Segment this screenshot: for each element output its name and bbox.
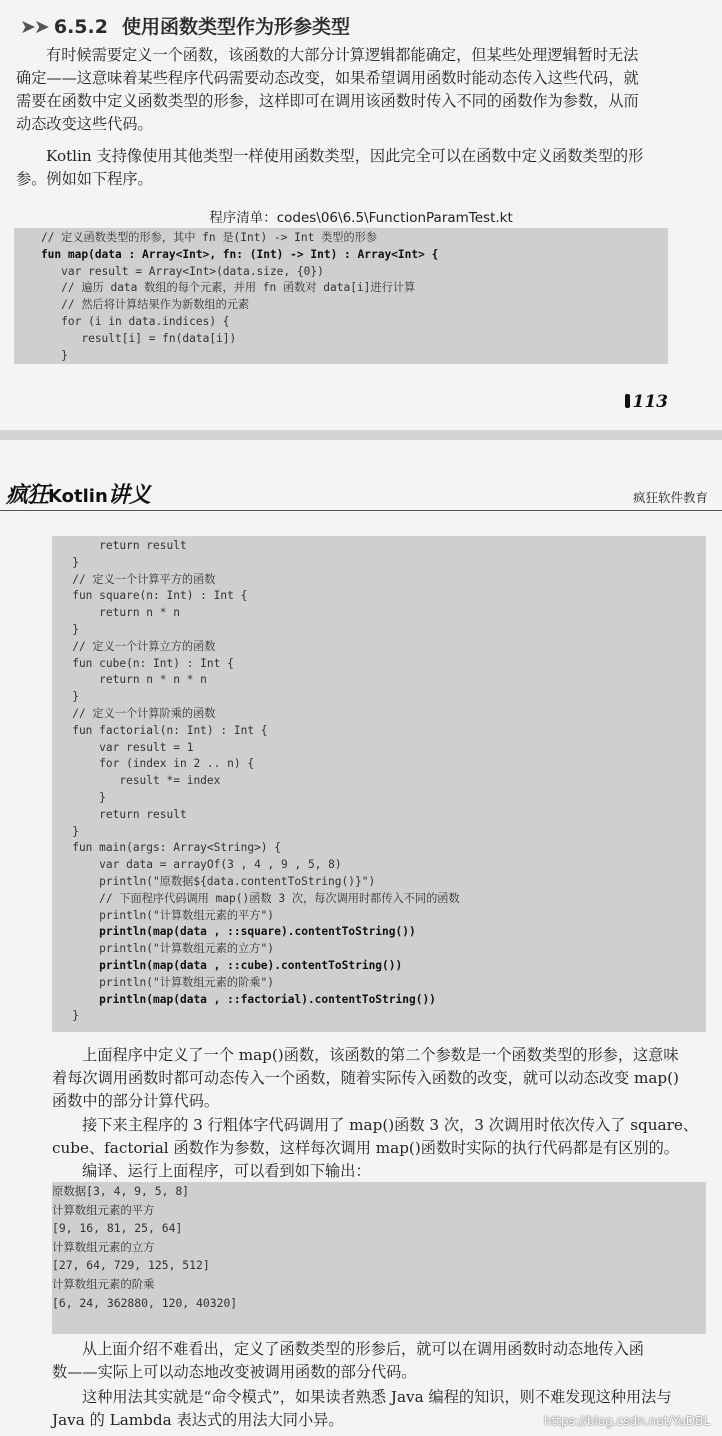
code-line: println("计算数组元素的平方") [52,908,274,922]
code-line: // 定义函数类型的形参，其中 fn 是(Int) -> Int 类型的形参 [14,231,378,244]
code-line: var result = 1 [52,740,194,754]
code-line: } [52,790,106,804]
paragraph-line: 确定——这意味着某些程序代码需要动态改变，如果希望调用函数时能动态传入这些代码，就 [16,69,639,87]
double-arrow-icon: ➤➤ [20,16,48,38]
code-line: result *= index [52,774,221,788]
code-line: fun factorial(n: Int) : Int { [52,723,268,737]
code-line: 原数据[3, 4, 9, 5, 8] [52,1184,190,1198]
paragraph-line: 数——实际上可以动态地改变被调用函数的部分代码。 [52,1363,417,1381]
paragraph-line: 这种用法其实就是“命令模式”，如果读者熟悉 Java 编程的知识，则不难发现这种用法与 [82,1388,672,1406]
paragraph-line: Java 的 Lambda 表达式的用法大同小异。 [52,1411,344,1429]
code-line: } [52,1009,79,1023]
code-line: 计算数组元素的阶乘 [52,1276,155,1291]
watermark: https://blog.csdn.net/YuDBL [543,1414,710,1428]
paragraph-line: 参。例如如下程序。 [16,170,153,188]
publisher-name: 疯狂软件教育 [632,490,708,505]
paragraph-line: 需要在函数中定义函数类型的形参，这样即可在调用该函数时传入不同的函数作为参数，从而 [16,92,639,110]
page-number [625,392,669,412]
section-heading [20,12,350,39]
code-line: println(map(data , ::cube).contentToString()) [52,958,403,972]
explanation-paragraph [52,1044,706,1113]
code-line: [6, 24, 362880, 120, 40320] [52,1295,238,1310]
book-logo [6,478,150,509]
book-page-114 [0,440,722,1436]
code-listing-continued [52,536,706,1032]
output-intro-paragraph [52,1160,706,1183]
paragraph-line: 动态改变这些代码。 [16,115,153,133]
listing-caption: 程序清单：codes\06\6.5\FunctionParamTest.kt [209,210,513,226]
paragraph-line: 上面程序中定义了一个 map()函数，该函数的第二个参数是一个函数类型的形参，这意味 [82,1046,679,1064]
section-number: 6.5.2 [53,16,108,38]
header-divider [0,510,722,511]
book-page-113 [0,0,722,430]
code-line: println(map(data , ::square).contentToString()) [52,925,416,939]
page-number-text: 113 [632,392,668,412]
code-line: } [14,348,68,362]
code-line: result[i] = fn(data[i]) [14,331,237,345]
code-line: return n * n * n [52,673,207,687]
code-line: println("计算数组元素的阶乘") [52,975,274,989]
code-line: [9, 16, 81, 25, 64] [52,1221,183,1236]
code-line: return result [52,807,187,821]
logo-suffix: 讲义 [107,482,150,508]
page-mark-icon [625,394,630,408]
paragraph-line: 接下来主程序的 3 行粗体字代码调用了 map()函数 3 次，3 次调用时依次传入了 square、 [82,1116,699,1134]
code-line: // 然后将计算结果作为新数组的元素 [14,298,250,312]
code-line: // 定义一个计算阶乘的函数 [52,706,216,720]
paragraph-line: cube、factorial 函数作为参数，这样每次调用 map()函数时实际的执行代码都是有区别的。 [52,1139,679,1157]
code-line: return result [52,539,187,552]
code-line: fun map(data : Array<Int>, fn: (Int) -> Int) : Array<Int> { [14,247,439,261]
code-line: var data = arrayOf(3 , 4 , 9 , 5, 8) [52,858,342,872]
logo-prefix: 疯狂 [6,482,49,508]
paragraph-line: 编译、运行上面程序，可以看到如下输出： [82,1162,371,1180]
code-line: fun square(n: Int) : Int { [52,589,248,603]
code-line: println(map(data , ::factorial).contentToString()) [52,992,436,1006]
paragraph-line: 有时候需要定义一个函数，该函数的大部分计算逻辑都能确定，但某些处理逻辑暂时无法 [46,46,639,64]
kotlin-paragraph [16,145,666,191]
code-line: // 定义一个计算平方的函数 [52,572,216,586]
code-line: } [52,690,79,704]
code-line: fun cube(n: Int) : Int { [52,656,234,670]
code-line: var result = Array<Int>(data.size, {0}) [14,264,324,278]
code-line: } [52,824,79,838]
logo-kotlin: Kotlin [48,486,108,507]
book-header [0,478,722,512]
code-listing [14,228,668,364]
paragraph-line: 着每次调用函数时都可动态传入一个函数，随着实际传入函数的改变，就可以动态改变 map() [52,1069,679,1087]
page-gap [0,430,722,440]
code-line: 计算数组元素的平方 [52,1202,155,1217]
code-line: for (index in 2 .. n) { [52,757,255,771]
summary-paragraph [52,1338,706,1384]
paragraph-line: 从上面介绍不难看出，定义了函数类型的形参后，就可以在调用函数时动态地传入函 [82,1340,644,1358]
paragraph-line: 函数中的部分计算代码。 [52,1092,220,1110]
code-line: } [52,555,79,569]
code-line: println("原数据${data.contentToString()}") [52,874,376,888]
code-line: 计算数组元素的立方 [52,1239,155,1254]
intro-paragraph [16,44,666,136]
code-line: // 定义一个计算立方的函数 [52,639,216,653]
code-line: } [52,622,79,636]
code-line: for (i in data.indices) { [14,314,230,328]
program-output [52,1182,706,1334]
code-line: // 遍历 data 数组的每个元素，并用 fn 函数对 data[i]进行计算 [14,281,416,295]
code-line: fun main(args: Array<String>) { [52,841,282,855]
paragraph-line: Kotlin 支持像使用其他类型一样使用函数类型，因此完全可以在函数中定义函数类型的形 [46,147,644,165]
section-title: 使用函数类型作为形参类型 [121,16,350,38]
bold-code-paragraph [52,1114,706,1160]
code-line: return n * n [52,606,180,620]
code-line: println("计算数组元素的立方") [52,942,274,956]
code-line: [27, 64, 729, 125, 512] [52,1258,210,1273]
code-line: // 下面程序代码调用 map()函数 3 次，每次调用时都传入不同的函数 [52,891,460,905]
